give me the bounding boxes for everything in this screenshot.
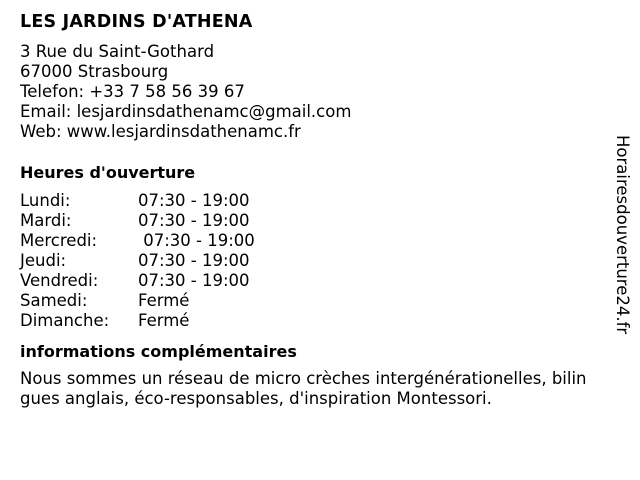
hours-row-friday [20, 271, 600, 291]
time-value: 07:30 - 19:00 [138, 271, 250, 290]
time-value: Fermé [138, 311, 190, 330]
day-label: Mardi: [20, 211, 72, 230]
time-value: 07:30 - 19:00 [138, 211, 250, 230]
hours-row-sunday [20, 311, 600, 331]
hours-row-thursday [20, 251, 600, 271]
day-label: Mercredi: [20, 231, 98, 250]
day-label: Lundi: [20, 191, 71, 210]
web-line[interactable]: Web: www.lesjardinsdathenamc.fr [20, 122, 301, 141]
phone-line[interactable]: Telefon: +33 7 58 56 39 67 [20, 82, 245, 101]
day-label: Jeudi: [20, 251, 67, 270]
day-label: Samedi: [20, 291, 88, 310]
day-label: Vendredi: [20, 271, 99, 290]
address-street: 3 Rue du Saint-Gothard [20, 42, 215, 61]
email-line[interactable]: Email: lesjardinsdathenamc@gmail.com [20, 102, 352, 121]
hours-row-wednesday [20, 231, 600, 251]
address-city: 67000 Strasbourg [20, 62, 169, 81]
hours-row-saturday [20, 291, 600, 311]
contact-block [20, 42, 600, 142]
time-value: Fermé [138, 291, 190, 310]
time-value: 07:30 - 19:00 [138, 191, 250, 210]
business-name: LES JARDINS D'ATHENA [20, 12, 253, 32]
time-value: 07:30 - 19:00 [138, 251, 250, 270]
additional-info-text: Nous sommes un réseau de micro crèches intergénérationelles, bilingues anglais, éco-responsables, d'inspiration Montessori. [20, 369, 587, 408]
business-card [20, 10, 600, 409]
day-label: Dimanche: [20, 311, 110, 330]
opening-hours-table [20, 191, 600, 331]
opening-hours-title: Heures d'ouverture [20, 163, 196, 182]
hours-row-tuesday [20, 211, 600, 231]
additional-info-title: informations complémentaires [20, 342, 297, 361]
time-value: 07:30 - 19:00 [138, 231, 255, 250]
hours-row-monday [20, 191, 600, 211]
site-watermark: Horairesdouverture24.fr [613, 135, 632, 335]
